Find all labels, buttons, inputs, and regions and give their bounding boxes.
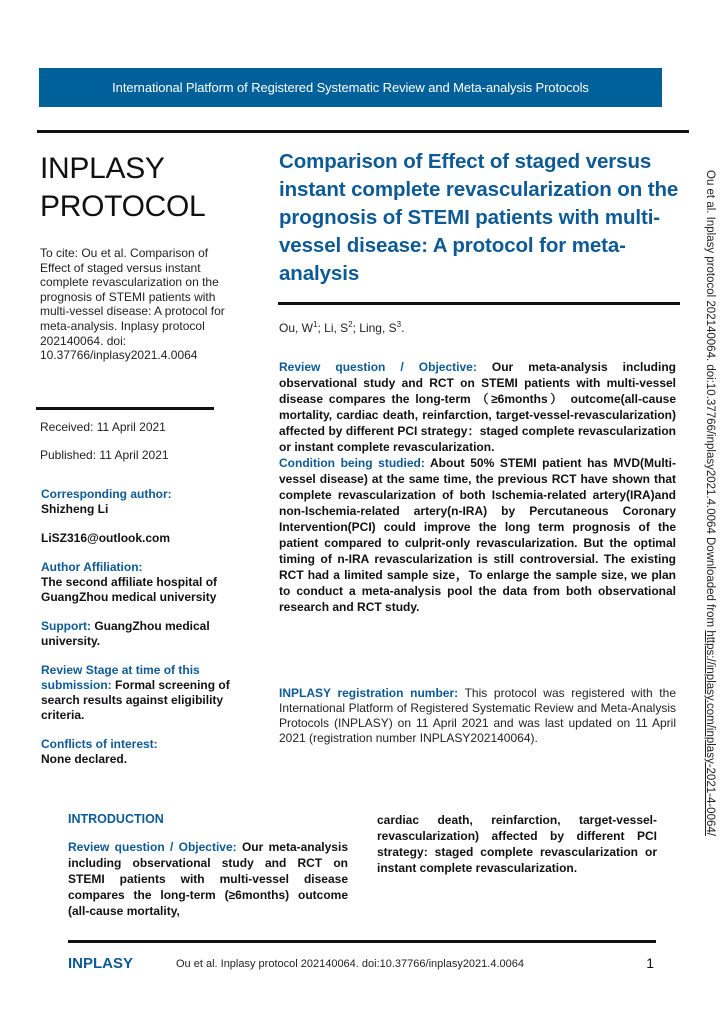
author-1: Ou, $W^1$; [279,320,325,335]
support-label: Support: [41,619,91,634]
page-footer [68,955,658,975]
intro-review-label: Review question / Objective: [68,840,237,854]
conflicts-label: Conflicts of interest: [41,737,158,752]
introduction-heading: INTRODUCTION [68,812,164,826]
corresponding-name: Shizheng Li [41,501,109,516]
stage-label: Review Stage at time of this submission: [41,663,200,693]
condition-label: Condition being studied: [279,456,425,470]
top-divider [37,130,689,133]
footer-divider [68,940,656,943]
received-date: Received: 11 April 2021 [40,420,166,434]
corresponding-label: Corresponding author: [41,487,172,501]
affiliation-label: Author Affiliation: [41,560,143,575]
author-affiliation [41,560,251,604]
stage-value: Formal screening of search results against eligibility criteria. [41,678,230,722]
support [41,619,251,649]
conflicts-value: None declared. [41,751,128,766]
download-watermark [704,170,716,836]
conflicts [41,737,251,767]
review-question-text: Our meta-analysis including observational study and RCT on STEMI patients with multi-vessel disease compares the long-term （≥6months） outcome(all-cause mortality, cardiac death, reinfarction, target-vessel-revascularization) affected by different PCI strategy：staged complete revascularization or instant complete revascularization. [279,360,676,454]
left-divider [36,407,214,410]
banner-text: International Platform of Registered Systematic Review and Meta-analysis Protocols [112,80,589,95]
corresponding-author [41,487,251,517]
review-stage [41,663,251,722]
brand-line-1: INPLASY [40,152,165,185]
registration-info [279,686,676,746]
brand-line-2: PROTOCOL [40,190,206,223]
download-link[interactable]: https://inplasy.com/inplasy-2021-4-0064/ [704,630,716,836]
review-question [279,359,676,455]
registration-text: This protocol was registered with the International Platform of Registered Systematic Review and Meta-Analysis Protocols (INPLASY) on 11 April 2021 and was last updated on 11 April 2021 (registration number INPLASY202140064). [279,686,676,745]
citation-text: To cite: Ou et al. Comparison of Effect of staged versus instant complete revascularization on the prognosis of STEMI patients with multi-vessel disease: A protocol for meta-analysis. Inplasy protocol 202140064. doi: 10.37766/inplasy2021.4.0064 [40,246,225,363]
introduction-column-2: cardiac death, reinfarction, target-vessel-revascularization) affected by different PCI strategy: staged complete revascularization or instant complete revascularization. [377,813,657,875]
introduction-column-1 [68,811,348,919]
review-question-label: Review question / Objective: [279,360,477,374]
author-2: Li, $S^2$; [324,320,360,335]
article-title: Comparison of Effect of staged versus instant complete revascularization on the prognosis of STEMI patients with multi-vessel disease: A protocol for meta-analysis [279,150,679,285]
watermark-text: Ou et al. Inplasy protocol 202140064. doi:10.37766/inplasy2021.4.0064 Downloaded from [704,170,716,631]
introduction-text-1 [68,839,348,919]
author-3: Ling, $S^3$. [359,320,405,335]
support-value: GuangZhou medical university. [41,619,210,649]
abstract [279,359,676,615]
footer-brand: INPLASY [68,955,134,972]
affiliation-value: The second affiliate hospital of GuangZhou medical university [41,575,218,604]
footer-citation: Ou et al. Inplasy protocol 202140064. doi:10.37766/inplasy2021.4.0064 [176,958,524,970]
left-sidebar [40,150,240,363]
author-email[interactable]: LiSZ316@outlook.com [41,531,171,546]
intro-review-text: Our meta-analysis including observational study and RCT on STEMI patients with multi-vessel disease compares the long-term (≥6months) outcome (all-cause mortality, [68,840,348,918]
metadata-block [41,487,251,781]
published-date: Published: 11 April 2021 [40,448,169,462]
author-list [279,320,404,335]
registration-label: INPLASY registration number: [279,686,459,700]
platform-banner [39,68,662,107]
page-number: 1 [646,955,654,971]
title-divider [278,302,680,305]
dates-block [40,420,169,476]
condition-text: About 50% STEMI patient has MVD(Multi-vessel disease) at the same time, the previous RCT have shown that complete revascularization of both Ischemia-related artery(IRA)and non-Ischemia-related artery(n-IRA) by Percutaneous Coronary Intervention(PCI) could improve the long term prognosis of the patient compared to culprit-only revascularization. But the optimal timing of n-IRA revascularization is still controversial. The existing RCT had a limited sample size，To enlarge the sample size, we plan to conduct a meta-analysis pool the data from both observational research and RCT study. [279,456,676,614]
protocol-brand [40,150,240,226]
condition-studied [279,455,676,615]
